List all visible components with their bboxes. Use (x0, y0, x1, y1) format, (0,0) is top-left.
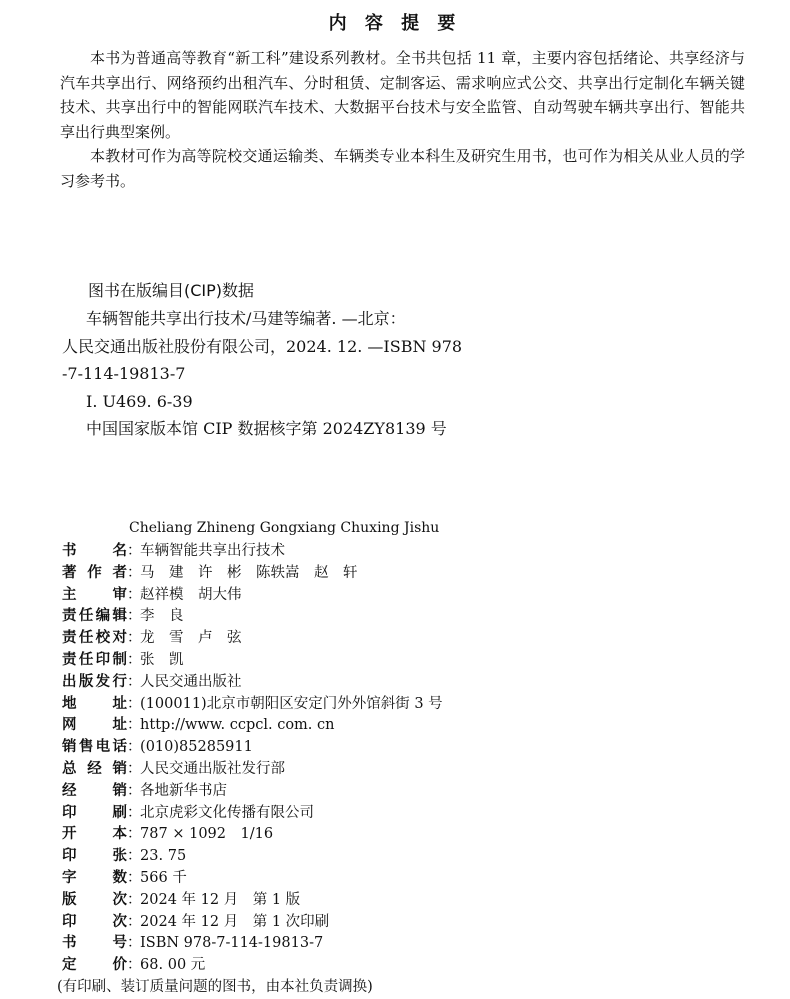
cip-line-1: 车辆智能共享出行技术/马建等编著. —北京： (86, 309, 406, 328)
colophon-value: (010)85285911 (140, 739, 253, 756)
colophon-value: 李 良 (140, 608, 184, 625)
colophon-label: 网址 (62, 717, 127, 734)
colophon-value: 23. 75 (140, 848, 187, 865)
colophon-label: 销售电话 (62, 739, 127, 756)
colophon-label: 地址 (62, 695, 127, 712)
colophon-row: 责任印制 ： 张 凯 (62, 650, 762, 672)
cip-block (62, 277, 752, 443)
colophon-label: 责任编辑 (62, 608, 127, 625)
colophon-value: 2024 年 12 月 第 1 次印刷 (140, 913, 330, 930)
colophon-row: 出版发行 ： 人民交通出版社 (62, 672, 762, 694)
quality-note: (有印刷、装订质量问题的图书，由本社负责调换) (57, 978, 373, 995)
colophon-row: 印刷 ： 北京虎彩文化传播有限公司 (62, 803, 762, 825)
colophon-row: 版次 ： 2024 年 12 月 第 1 版 (62, 890, 762, 912)
colophon-value: (100011)北京市朝阳区安定门外外馆斜街 3 号 (140, 695, 443, 712)
colophon-row: 书名 ： 车辆智能共享出行技术 (62, 541, 762, 563)
colophon-label: 印张 (62, 848, 127, 865)
colophon-row: 地址 ： (100011)北京市朝阳区安定门外外馆斜街 3 号 (62, 694, 762, 716)
colophon-row: 销售电话 ： (010)85285911 (62, 737, 762, 759)
colophon-value: 张 凯 (140, 651, 184, 668)
colophon-value: 68. 00 元 (140, 957, 206, 974)
colophon-label: 开本 (62, 826, 127, 843)
pinyin-title: Cheliang Zhineng Gongxiang Chuxing Jishu (129, 520, 440, 536)
colophon-value: 龙 雪 卢 弦 (140, 630, 242, 647)
colophon (57, 541, 762, 999)
colophon-value: 2024 年 12 月 第 1 版 (140, 891, 301, 908)
colophon-label: 字数 (62, 869, 127, 886)
colophon-label: 书号 (62, 935, 127, 952)
colophon-value: 566 千 (140, 869, 187, 886)
colophon-row: 经销 ： 各地新华书店 (62, 781, 762, 803)
colophon-value: 北京虎彩文化传播有限公司 (140, 804, 315, 821)
cip-line-2: 人民交通出版社股份有限公司，2024. 12. —ISBN 978 (62, 336, 463, 356)
colophon-label: 印次 (62, 913, 127, 930)
colophon-label: 经销 (62, 782, 127, 799)
colophon-label: 版次 (62, 891, 127, 908)
colophon-value: 人民交通出版社发行部 (140, 760, 286, 777)
colophon-row: 开本 ： 787 × 1092 1/16 (62, 824, 762, 846)
summary-paragraph-2: 本教材可作为高等院校交通运输类、车辆类专业本科生及研究生用书，也可作为相关从业人员的学习参考书。 (60, 147, 745, 190)
colophon-row: 书号 ： ISBN 978-7-114-19813-7 (62, 933, 762, 955)
colophon-row: 定价 ： 68. 00 元 (62, 955, 762, 977)
colophon-label: 总经销 (62, 760, 127, 777)
colophon-row: 字数 ： 566 千 (62, 868, 762, 890)
colophon-row: 总经销 ： 人民交通出版社发行部 (62, 759, 762, 781)
colophon-value: ISBN 978-7-114-19813-7 (140, 935, 324, 952)
colophon-label: 出版发行 (62, 673, 127, 690)
colophon-value: 赵祥模 胡大伟 (140, 586, 242, 603)
page-title: 内 容 提 要 (328, 13, 462, 34)
colophon-label: 责任校对 (62, 630, 127, 647)
colophon-label: 定价 (62, 957, 127, 974)
cip-line-4: Ⅰ. U469. 6-39 (86, 391, 193, 411)
cip-line-3: -7-114-19813-7 (62, 364, 186, 383)
colophon-value: 车辆智能共享出行技术 (140, 543, 286, 559)
colophon-value: 人民交通出版社 (140, 673, 242, 690)
colophon-row: 著作者 ： 马 建 许 彬 陈轶嵩 赵 轩 (62, 563, 762, 585)
colophon-row: 责任编辑 ： 李 良 (62, 606, 762, 628)
colophon-label: 著作者 (62, 564, 127, 581)
colophon-label: 书名 (62, 543, 127, 559)
colophon-label: 主审 (62, 586, 127, 603)
colophon-label: 印刷 (62, 804, 127, 821)
colophon-row: 印张 ： 23. 75 (62, 846, 762, 868)
colophon-value: 各地新华书店 (140, 782, 228, 799)
colophon-label: 责任印制 (62, 651, 127, 668)
colophon-row: 主审 ： 赵祥模 胡大伟 (62, 585, 762, 607)
cip-title: 图书在版编目(CIP)数据 (88, 281, 255, 300)
colophon-row: 责任校对 ： 龙 雪 卢 弦 (62, 628, 762, 650)
summary-paragraph-1: 本书为普通高等教育“新工科”建设系列教材。全书共包括 11 章，主要内容包括绪论、共享经济与汽车共享出行、网络预约出租汽车、分时租赁、定制客运、需求响应式公交、共享出行定制化车辆关键技术、共享出行中的智能网联汽车技术、大数据平台技术与安全监管、自动驾驶车辆共享出行、智能共享出行典型案例。 (60, 49, 745, 141)
summary-section (60, 46, 745, 193)
cip-line-5: 中国国家版本馆 CIP 数据核字第 2024ZY8139 号 (86, 419, 447, 438)
colophon-row: 印次 ： 2024 年 12 月 第 1 次印刷 (62, 912, 762, 934)
colophon-row: 网址 ： http://www. ccpcl. com. cn (62, 715, 762, 737)
colophon-value: 马 建 许 彬 陈轶嵩 赵 轩 (140, 564, 358, 581)
colophon-value: http://www. ccpcl. com. cn (140, 717, 335, 734)
colophon-value: 787 × 1092 1/16 (140, 826, 274, 843)
